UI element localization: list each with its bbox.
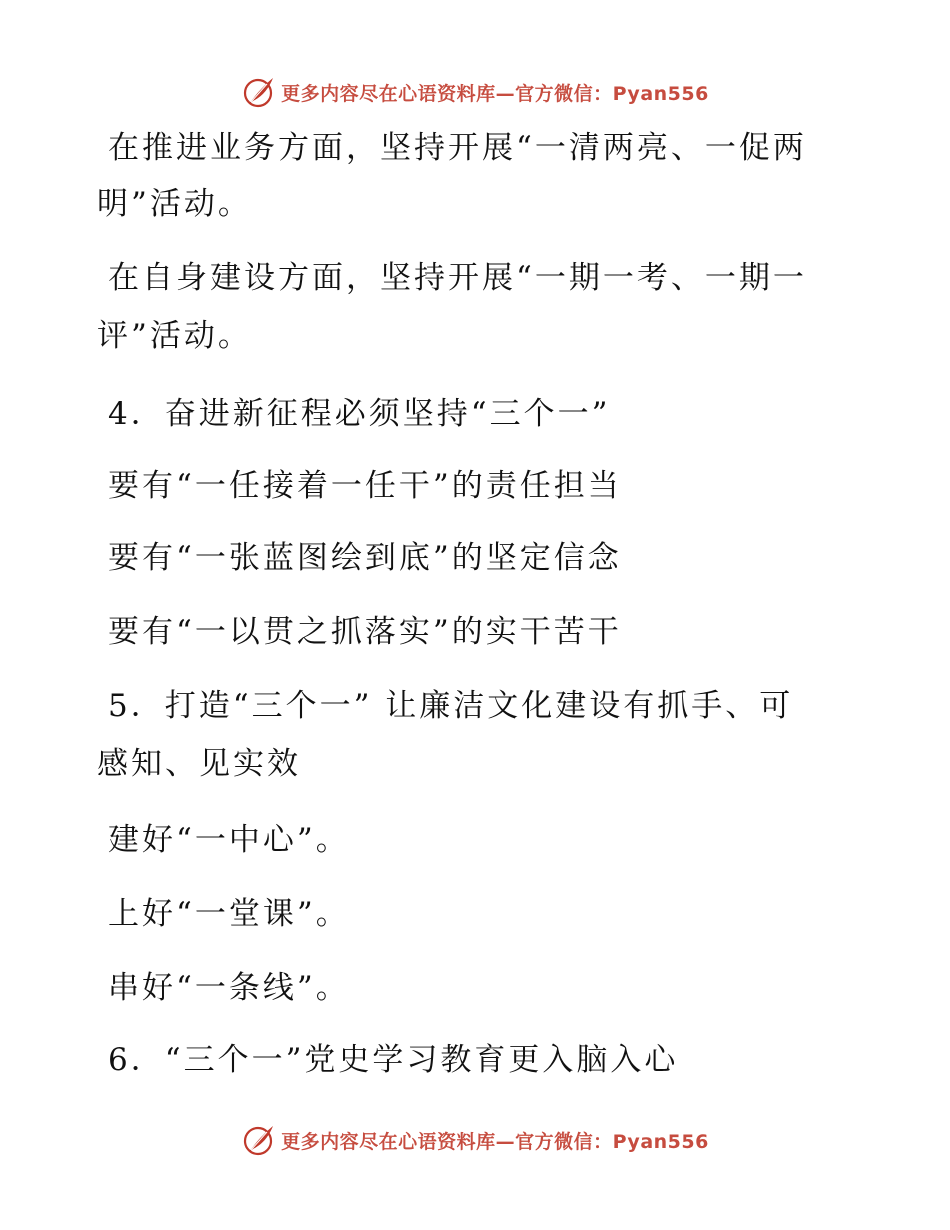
paragraph-line: 明”活动。 [97, 186, 252, 222]
paragraph-line: 串好“一条线”。 [108, 970, 350, 1006]
section-heading: 6．“三个一”党史学习教育更入脑入心 [108, 1042, 679, 1078]
paragraph-line: 在自身建设方面，坚持开展“一期一考、一期一 [108, 260, 807, 296]
section-heading: 5．打造“三个一” 让廉洁文化建设有抓手、可 [108, 688, 794, 724]
header-watermark [0, 72, 950, 112]
feather-logo-icon [241, 1122, 277, 1158]
section-heading: 感知、见实效 [97, 746, 301, 782]
paragraph-line: 建好“一中心”。 [108, 822, 350, 858]
paragraph-line: 上好“一堂课”。 [108, 896, 350, 932]
paragraph-line: 要有“一张蓝图绘到底”的坚定信念 [108, 540, 622, 576]
section-heading: 4．奋进新征程必须坚持“三个一” [108, 396, 611, 432]
paragraph-line: 要有“一任接着一任干”的责任担当 [108, 468, 622, 504]
feather-logo-icon [241, 74, 277, 110]
paragraph-line: 评”活动。 [97, 318, 252, 354]
paragraph-line: 要有“一以贯之抓落实”的实干苦干 [108, 614, 622, 650]
paragraph-line: 在推进业务方面，坚持开展“一清两亮、一促两 [108, 130, 807, 166]
watermark-text: 更多内容尽在心语资料库—官方微信：Pyan556 [281, 1130, 709, 1153]
watermark-text: 更多内容尽在心语资料库—官方微信：Pyan556 [281, 82, 709, 105]
footer-watermark [0, 1120, 950, 1160]
